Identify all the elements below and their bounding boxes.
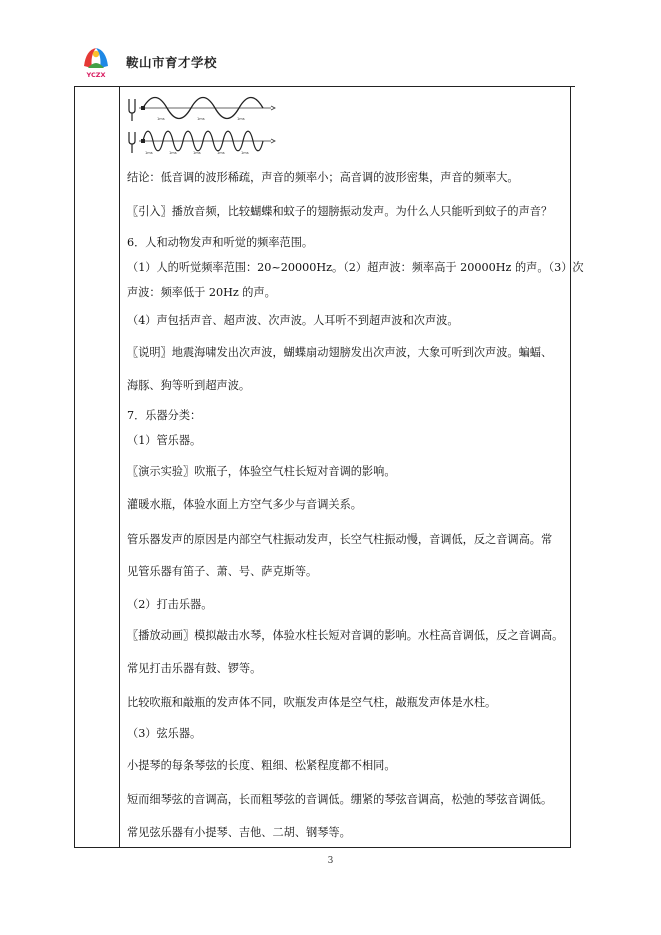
school-logo-icon <box>78 44 114 80</box>
tuning-fork-icon <box>129 99 135 121</box>
paragraph-line: 比较吹瓶和敲瓶的发声体不同，吹瓶发声体是空气柱，敲瓶发声体是水柱。 <box>127 696 497 709</box>
paragraph-line: 灌暖水瓶，体验水面上方空气多少与音调关系。 <box>127 498 362 511</box>
low-wave-label: 1ms <box>197 117 205 121</box>
high-wave-label: 1ms <box>241 151 249 155</box>
paragraph-line: 声波：频率低于 20Hz 的声。 <box>127 286 276 299</box>
lesson-table <box>74 86 584 848</box>
paragraph-line: 海豚、狗等听到超声波。 <box>127 379 251 392</box>
table-left-column <box>75 86 120 847</box>
paragraph-line: 管乐器发声的原因是内部空气柱振动发声，长空气柱振动慢，音调低，反之音调高。常 <box>127 533 553 546</box>
paragraph-line: 短而细琴弦的音调高，长而粗琴弦的音调低。绷紧的琴弦音调高，松弛的琴弦音调低。 <box>127 793 553 806</box>
subsection-heading: （3）弦乐器。 <box>127 727 202 740</box>
tuning-fork-wave-high <box>127 128 277 156</box>
tuning-fork-wave-low <box>127 96 277 122</box>
section-heading: 7．乐器分类： <box>127 409 202 422</box>
paragraph-line: 〖播放动画〗模拟敲击水琴，体验水柱长短对音调的影响。水柱高音调低，反之音调高。 <box>127 629 564 642</box>
subsection-heading: （1）管乐器。 <box>127 434 202 447</box>
school-logo <box>78 44 114 80</box>
tuning-fork-icon <box>129 132 135 153</box>
logo-text: YCZX <box>86 71 106 79</box>
high-wave-label: 1ms <box>217 151 225 155</box>
paragraph-line: （4）声包括声音、超声波、次声波。人耳听不到超声波和次声波。 <box>127 314 459 327</box>
paragraph-line: 〖演示实验〗吹瓶子，体验空气柱长短对音调的影响。 <box>127 465 396 478</box>
school-name: 鞍山市育才学校 <box>126 55 218 70</box>
low-pitch-waveform <box>127 96 277 125</box>
paragraph-line: 〖说明〗地震海啸发出次声波，蝴蝶扇动翅膀发出次声波，大象可听到次声波。蝙蝠、 <box>127 346 553 359</box>
page-number: 3 <box>327 856 334 866</box>
high-wave-label: 1ms <box>193 151 201 155</box>
paragraph-line: 常见打击乐器有鼓、锣等。 <box>127 662 262 675</box>
section-heading: 6．人和动物发声和听觉的频率范围。 <box>127 236 314 249</box>
paragraph-line: 见管乐器有笛子、萧、号、萨克斯等。 <box>127 565 318 578</box>
high-wave-label: 1ms <box>169 151 177 155</box>
low-wave-label: 1ms <box>157 117 165 121</box>
paragraph-line: （1）人的听觉频率范围：20~20000Hz。（2）超声波：频率高于 20000Hz 的声。（3）次 <box>127 261 584 274</box>
high-wave-label: 1ms <box>145 151 153 155</box>
high-pitch-waveform <box>127 128 277 159</box>
low-wave-label: 1ms <box>237 117 245 121</box>
paragraph-line: 〖引入〗播放音频，比较蝴蝶和蚊子的翅膀振动发声。为什么人只能听到蚊子的声音？ <box>127 205 553 218</box>
paragraph-line: 常见弦乐器有小提琴、吉他、二胡、钢琴等。 <box>127 826 351 839</box>
page-header <box>78 42 217 82</box>
paragraph-line: 结论：低音调的波形稀疏，声音的频率小；高音调的波形密集，声音的频率大。 <box>127 171 519 184</box>
paragraph-line: 小提琴的每条琴弦的长度、粗细、松紧程度都不相同。 <box>127 759 396 772</box>
subsection-heading: （2）打击乐器。 <box>127 598 213 611</box>
